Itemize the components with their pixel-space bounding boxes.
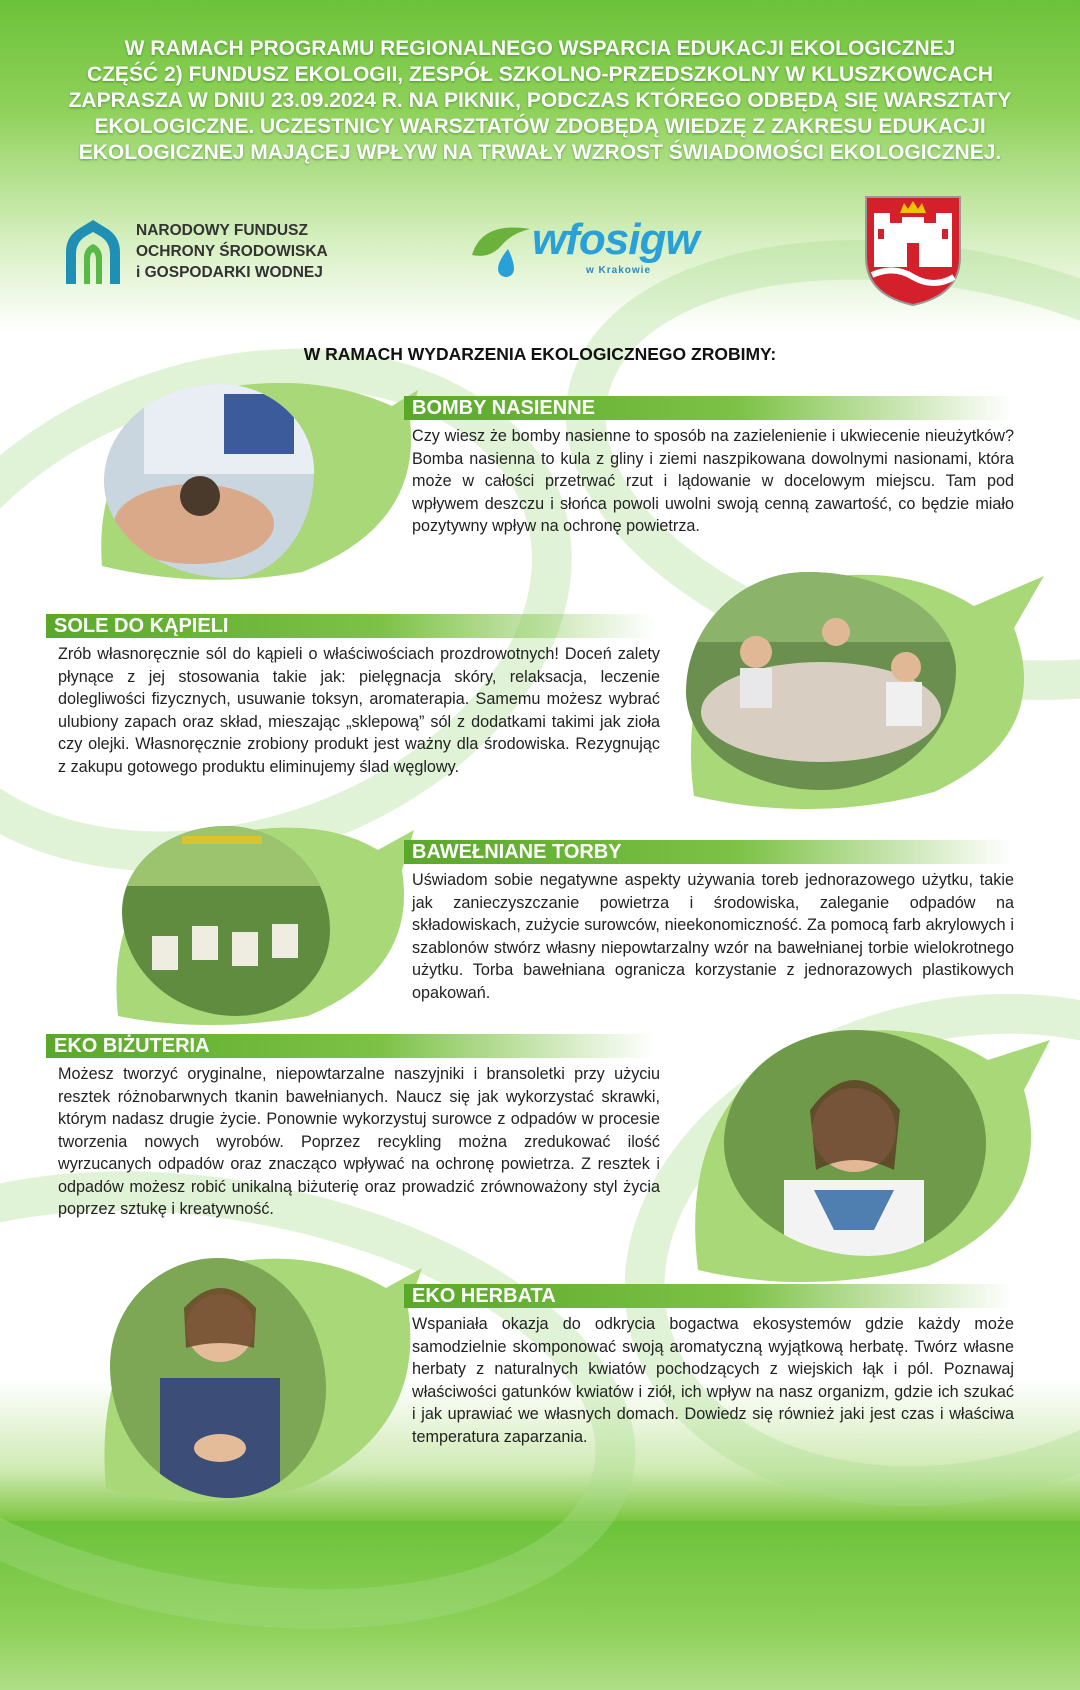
header-line: EKOLOGICZNEJ MAJĄCEJ WPŁYW NA TRWAŁY WZROST ŚWIADOMOŚCI EKOLOGICZNEJ. <box>78 141 1002 164</box>
section-title-bath-salts: SOLE DO KĄPIELI <box>46 614 654 638</box>
girl-with-fabric-necklace-image <box>724 1030 986 1256</box>
girl-holding-tea-blend-image <box>110 1258 326 1498</box>
wfosigw-name: wfosigw <box>532 215 699 264</box>
nfosigw-logo <box>58 218 358 288</box>
section-text-eco-tea: Wspaniała okazja do odkrycia bogactwa ekosystemów gdzie każdy może samodzielnie skomponować swoją aromatyczną wyjątkową herbatę. Twórz własne herbaty z naturalnych kwiatów pochodzących z wiejskich łąk i pól. Poznawaj właściwości gatunków kwiatów i ziół, ich wpływ na nasz organizm, gdzie ich szukać i jak uprawiać we własnych domach. Dowiedz się również jaki jest czas i właściwa temperatura zaparzania. <box>412 1315 1014 1446</box>
hands-holding-seed-bomb-image <box>104 384 314 578</box>
nfosigw-emblem-icon <box>58 218 128 288</box>
children-with-painted-bags-image <box>122 826 330 1016</box>
wfosigw-subtitle: w Krakowie <box>586 265 652 276</box>
section-text-seed-bombs: Czy wiesz że bomby nasienne to sposób na zazielenienie i ukwiecenie nieużytków? Bomba nasienna to kula z gliny i ziemi naszpikowana dowolnymi nasionami, która może w całości przetrwać rzut i lądowanie w docelowym miejscu. Tam pod wpływem deszczu i słońca powoli uwolni swoją cenną zawartość, co będzie miało pozytywny wpływ na ochronę powietrza. <box>412 427 1014 535</box>
invitation-header <box>40 36 1040 166</box>
section-title-seed-bombs: BOMBY NASIENNE <box>404 396 1012 420</box>
children-workshop-table-image <box>686 572 956 790</box>
eco-jewelry-photo <box>724 1030 986 1256</box>
section-title-eco-jewelry: EKO BIŻUTERIA <box>46 1034 654 1058</box>
header-line: EKOLOGICZNE. UCZESTNICY WARSZTATÓW ZDOBĘDĄ WIEDZĘ Z ZAKRESU EDUKACJI <box>94 115 986 138</box>
cotton-bags-photo <box>122 826 330 1016</box>
header-line: CZĘŚĆ 2) FUNDUSZ EKOLOGII, ZESPÓŁ SZKOLNO-PRZEDSZKOLNY W KLUSZKOWCACH <box>86 63 994 86</box>
activities-heading: W RAMACH WYDARZENIA EKOLOGICZNEGO ZROBIMY: <box>303 344 777 364</box>
bath-salts-workshop-photo <box>686 572 956 790</box>
section-title-cotton-bags: BAWEŁNIANE TORBY <box>404 840 1012 864</box>
section-text-bath-salts: Zrób własnoręcznie sól do kąpieli o właściwościach prozdrowotnych! Doceń zalety płynące z jej stosowania takie jak: pielęgnacja skóry, relaksacja, leczenie dolegliwości fizycznych, usuwanie toksyn, aromaterapia. Samemu możesz wybrać ulubiony zapach oraz skład, mieszając „sklepową” sól z dodatkami takimi jak zioła czy olejki. Własnoręcznie zrobiony produkt jest ważny dla środowiska. Rezygnując z zakupu gotowego produktu eliminujemy ślad węglowy. <box>58 645 660 776</box>
section-title-eco-tea: EKO HERBATA <box>404 1284 1012 1308</box>
header-line: W RAMACH PROGRAMU REGIONALNEGO WSPARCIA EDUKACJI EKOLOGICZNEJ <box>124 37 956 60</box>
nfosigw-name-line: NARODOWY FUNDUSZ <box>136 222 308 239</box>
wfosigw-logo <box>468 215 708 285</box>
leaf-drop-icon <box>468 215 538 281</box>
seed-bomb-photo <box>104 384 314 578</box>
eco-tea-photo <box>110 1258 326 1498</box>
nfosigw-name-line: OCHRONY ŚRODOWISKA <box>136 243 328 260</box>
section-text-eco-jewelry: Możesz tworzyć oryginalne, niepowtarzalne naszyjniki i bransoletki przy użyciu resztek różnobarwnych tkanin bawełnianych. Naucz się jak wykorzystać skrawki, którym nadasz drugie życie. Ponownie wykorzystuj surowce z odpadów w procesie tworzenia nowych wyrobów. Poprzez recykling można zredukować ilość wyrzucanych odpadów oraz znacząco wpływać na ochronę powietrza. Z resztek i odpadów możesz robić unikalną biżuterię oraz prowadzić zrównoważony styl życia poprzez sztukę i kreatywność. <box>58 1065 660 1218</box>
section-text-cotton-bags: Uświadom sobie negatywne aspekty używania toreb jednorazowego użytku, takie jak zanieczyszczanie powietrza i środowiska, zaleganie odpadów na składowiskach, zużycie surowców, nieekonomiczność. Za pomocą farb akrylowych i szablonów stwórz własny niepowtarzalny wzór na bawełnianej torbie wielokrotnego użytku. Torba bawełniana ogranicza korzystanie z jednorazowych plastikowych opakowań. <box>412 871 1014 1002</box>
kluszkowce-crest-icon <box>864 195 962 307</box>
header-line: ZAPRASZA W DNIU 23.09.2024 R. NA PIKNIK, PODCZAS KTÓREGO ODBĘDĄ SIĘ WARSZTATY <box>68 89 1012 112</box>
nfosigw-name-line: i GOSPODARKI WODNEJ <box>136 264 323 281</box>
